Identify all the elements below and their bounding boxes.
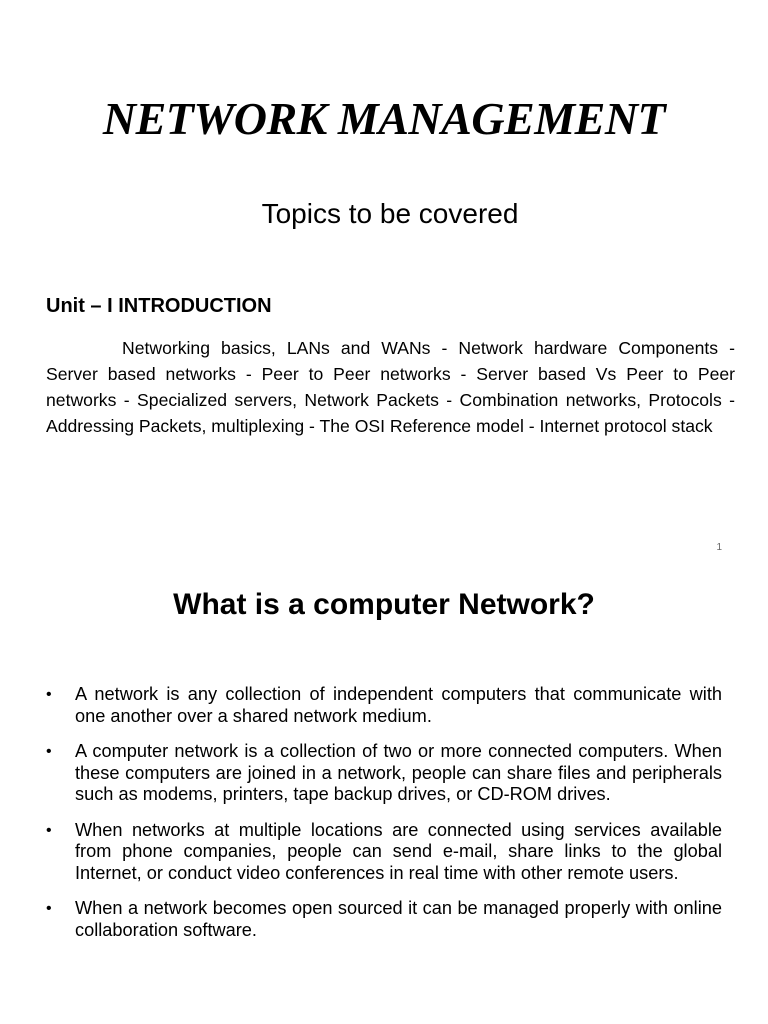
bullet-text: A computer network is a collection of two or more connected computers. When these computers are joined in a network, people can share files and peripherals such as modems, printers, tape backup drives, or CD-ROM drives. — [75, 741, 722, 804]
bullet-icon: • — [46, 900, 52, 917]
bullet-item — [46, 820, 722, 885]
bullet-item — [46, 741, 722, 806]
slide-title: What is a computer Network? — [173, 588, 595, 621]
slide-title: NETWORK MANAGEMENT — [102, 93, 666, 144]
bullet-list — [46, 684, 722, 941]
bullet-icon: • — [46, 821, 52, 839]
bullet-item — [46, 684, 722, 727]
slide-2 — [0, 576, 768, 1024]
bullet-text: When a network becomes open sourced it can be managed properly with online collaboration software. — [75, 898, 722, 940]
page-number: 1 — [716, 542, 722, 553]
bullet-text: A network is any collection of independent computers that communicate with one another over a shared network medium. — [75, 684, 722, 726]
bullet-icon: • — [46, 743, 52, 760]
bullet-item — [46, 898, 722, 941]
bullet-icon: • — [46, 686, 52, 703]
bullet-text: When networks at multiple locations are connected using services available from phone companies, people can send e-mail, share links to the global Internet, or conduct video conferences in real time with other remote users. — [75, 819, 722, 883]
slide-subtitle: Topics to be covered — [261, 198, 519, 229]
unit-description: Networking basics, LANs and WANs - Network hardware Components - Server based networks - Peer to Peer networks - Server based Vs Peer to Peer networks - Specialized servers, Network Packets - Combination networks, Protocols - Addressing Packets, multiplexing - The OSI Reference model - Internet protocol stack — [46, 338, 735, 436]
unit-heading: Unit – I INTRODUCTION — [46, 295, 272, 317]
